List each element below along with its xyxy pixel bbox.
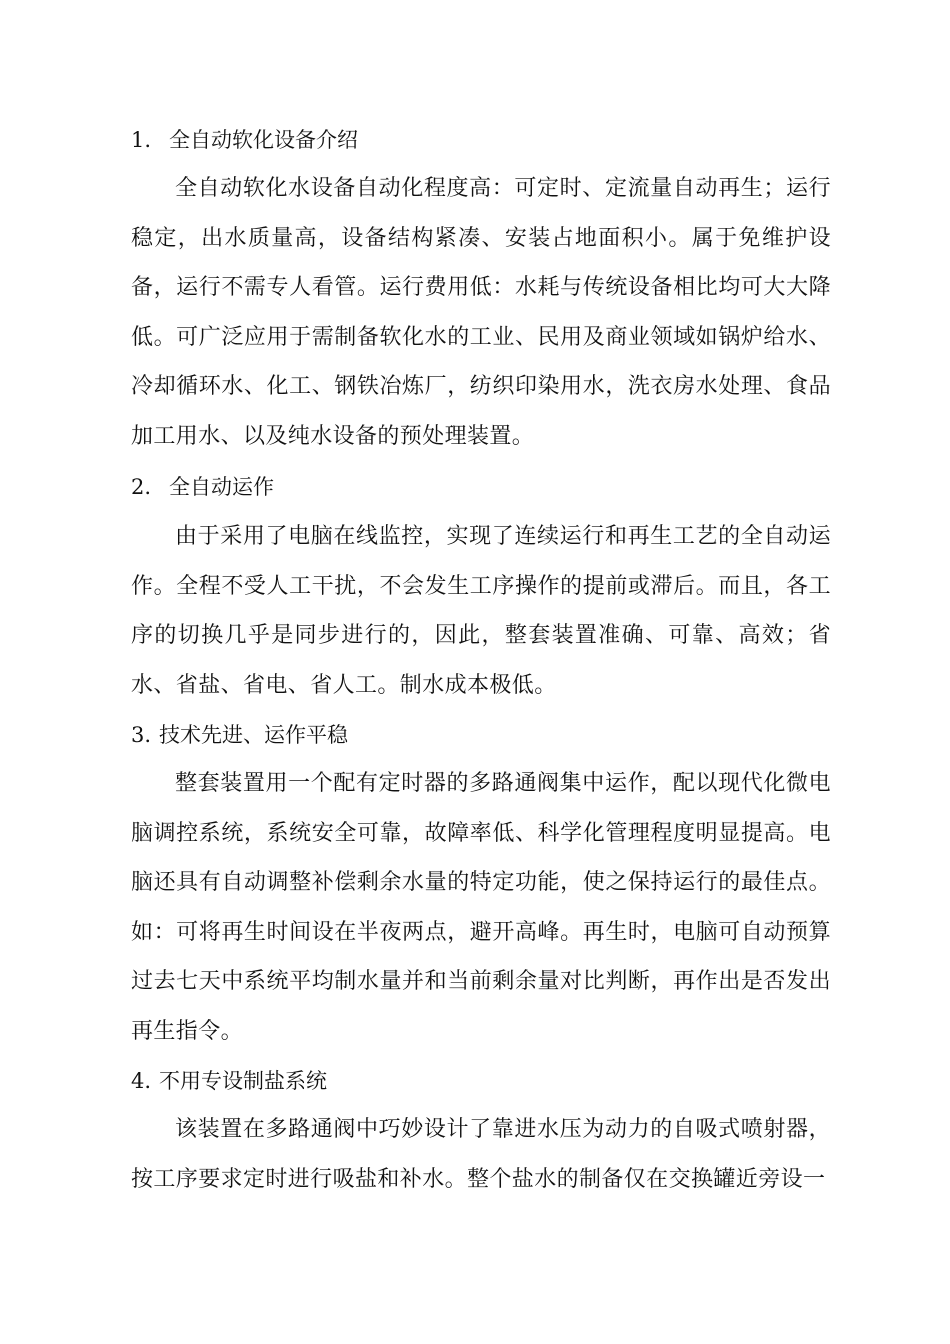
section-1-heading bbox=[131, 125, 358, 155]
section-3-title: 技术先进、运作平稳 bbox=[159, 723, 348, 747]
section-4-heading bbox=[131, 1066, 327, 1096]
section-3-number: 3. bbox=[131, 723, 152, 747]
section-1-title: 全自动软化设备介绍 bbox=[169, 128, 358, 152]
section-1-body: 全自动软化水设备自动化程度高：可定时、定流量自动再生；运行稳定，出水质量高，设备结构紧凑、安装占地面积小。属于免维护设备，运行不需专人看管。运行费用低：水耗与传统设备相比均可大大降低。可广泛应用于需制备软化水的工业、民用及商业领域如锅炉给水、冷却循环水、化工、钢铁冶炼厂，纺织印染用水，洗衣房水处理、食品加工用水、以及纯水设备的预处理装置。 bbox=[131, 176, 831, 449]
section-2-number: 2. bbox=[131, 475, 152, 499]
section-2-heading bbox=[131, 472, 274, 502]
section-4-body: 该装置在多路通阀中巧妙设计了靠进水压为动力的自吸式喷射器，按工序要求定时进行吸盐和补水。整个盐水的制备仅在交换罐近旁设一 bbox=[131, 1117, 831, 1192]
section-2-title: 全自动运作 bbox=[169, 475, 274, 499]
section-4-number: 4. bbox=[131, 1069, 152, 1093]
section-2-body: 由于采用了电脑在线监控，实现了连续运行和再生工艺的全自动运作。全程不受人工干扰，不会发生工序操作的提前或滞后。而且，各工序的切换几乎是同步进行的，因此，整套装置准确、可靠、高效；省水、省盐、省电、省人工。制水成本极低。 bbox=[131, 524, 831, 698]
section-4-title: 不用专设制盐系统 bbox=[159, 1069, 327, 1093]
section-1-number: 1. bbox=[131, 128, 152, 152]
section-3-body: 整套装置用一个配有定时器的多路通阀集中运作，配以现代化微电脑调控系统，系统安全可靠，故障率低、科学化管理程度明显提高。电脑还具有自动调整补偿剩余水量的特定功能，使之保持运行的最佳点。如：可将再生时间设在半夜两点，避开高峰。再生时，电脑可自动预算过去七天中系统平均制水量并和当前剩余量对比判断，再作出是否发出再生指令。 bbox=[131, 771, 831, 1044]
section-3-heading bbox=[131, 720, 348, 750]
